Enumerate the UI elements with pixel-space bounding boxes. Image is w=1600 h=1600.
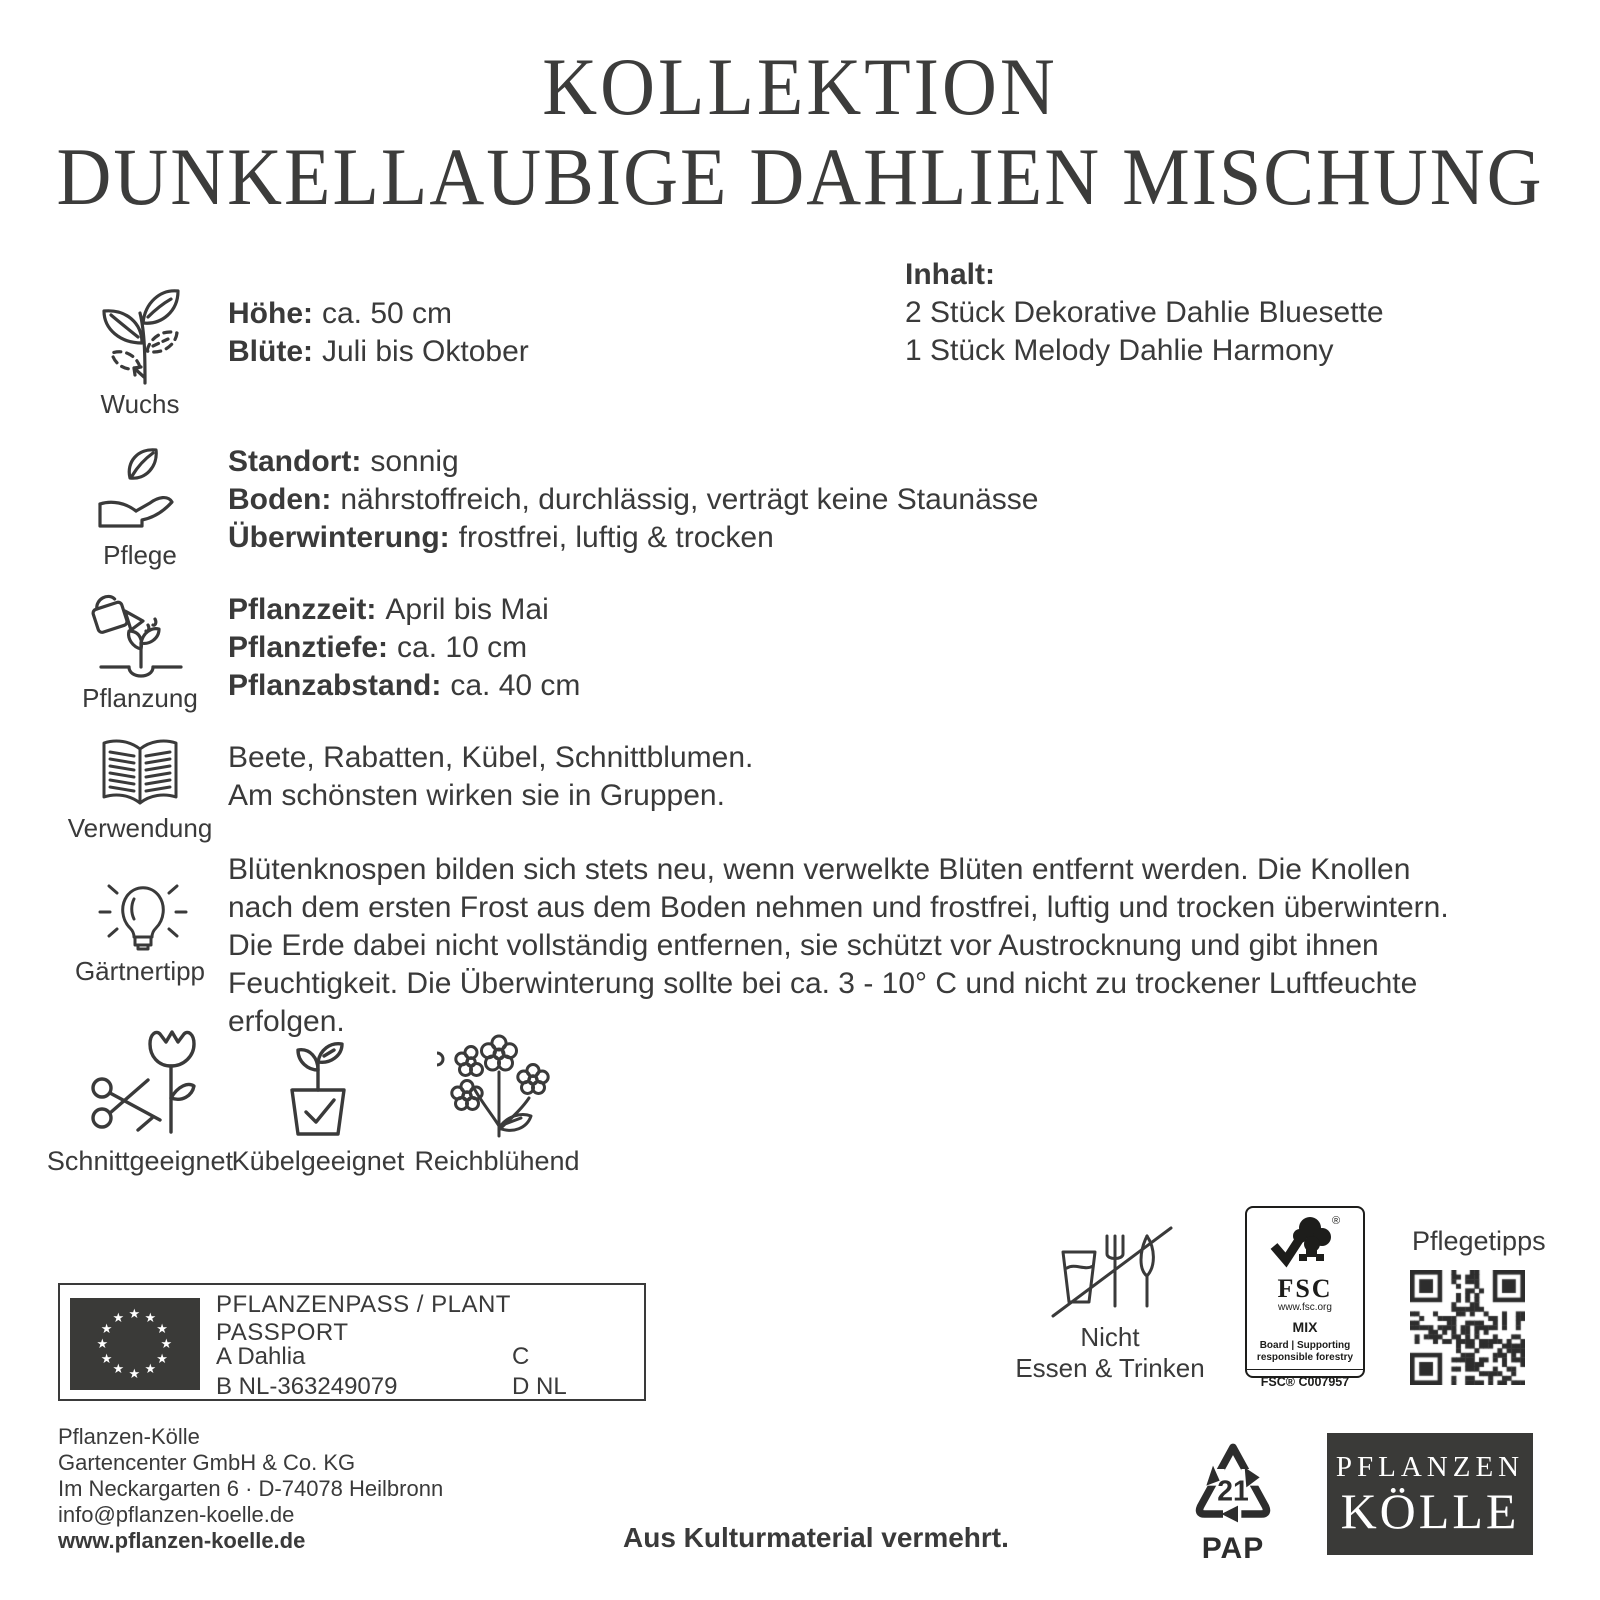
recycling-material: PAP: [1201, 1532, 1265, 1565]
field-value: Juli bis Oktober: [322, 335, 529, 368]
fsc-name: FSC: [1277, 1274, 1333, 1303]
field-value: sonnig: [370, 445, 459, 478]
feature-kuebelgeeignet: [218, 1028, 418, 1177]
fsc-desc-line1: Board | Supporting: [1259, 1340, 1351, 1351]
brand-logo: [1327, 1433, 1533, 1555]
eu-flag: [70, 1298, 200, 1390]
passport-field-b: B NL-363249079: [216, 1373, 398, 1400]
recycling-number: 21: [1217, 1475, 1249, 1508]
potted-plant-check-icon: [218, 1028, 418, 1140]
feature-schnittgeeignet: [40, 1028, 240, 1177]
scissors-tulip-icon: [40, 1028, 240, 1140]
field-label: Pflanztiefe:: [228, 631, 389, 664]
address-line: Pflanzen-Kölle: [58, 1424, 200, 1449]
section-pflanzung: [50, 583, 230, 713]
no-food-block: [1010, 1222, 1210, 1384]
eu-flag-stars: ★ ★ ★ ★ ★ ★ ★ ★ ★ ★ ★ ★: [96, 1305, 173, 1381]
field-value: nährstoffreich, durchlässig, verträgt keine Staunässe: [340, 483, 1039, 516]
lightbulb-idea-icon: [50, 868, 230, 954]
plant-passport-box: [58, 1283, 646, 1401]
address-email: info@pflanzen-koelle.de: [58, 1502, 295, 1527]
field-label: Pflanzzeit:: [228, 593, 377, 626]
address-line: Gartencenter GmbH & Co. KG: [58, 1450, 356, 1475]
svg-text:®: ®: [1332, 1215, 1341, 1227]
section-label-pflege: Pflege: [103, 540, 177, 570]
pflege-text: [228, 443, 1039, 557]
field-value: ca. 10 cm: [397, 631, 528, 664]
passport-field-a: A Dahlia: [216, 1343, 306, 1370]
wuchs-text: [228, 295, 529, 371]
gardener-tip-paragraph: Blütenknospen bilden sich stets neu, wenn verwelkte Blüten entfernt werden. Die Knollen nach dem ersten Frost aus dem Boden nehmen und frostfrei, luftig und trocken überwintern. Die Erde dabei nicht vollständig entfernen, sie schützt vor Austrocknung und gibt ihnen Feuchtigkeit. Die Überwinterung sollte bei ca. 3 - 10° C und nicht zu trockener Luftfeuchte erfolgen.: [228, 853, 1449, 1038]
page-title-line1: KOLLEKTION: [542, 41, 1058, 133]
field-value: ca. 50 cm: [322, 297, 453, 330]
hand-leaf-icon: [50, 442, 230, 538]
field-value: frostfrei, luftig & trocken: [458, 521, 774, 554]
section-label-pflanzung: Pflanzung: [82, 683, 198, 713]
feature-reichbluehend: [397, 1028, 597, 1177]
field-label: Überwinterung:: [228, 521, 450, 554]
field-label: Pflanzabstand:: [228, 669, 442, 702]
address-website: www.pflanzen-koelle.de: [58, 1528, 306, 1553]
fsc-url: www.fsc.org: [1278, 1302, 1332, 1313]
fsc-mix: MIX: [1292, 1319, 1318, 1335]
recycling-block: [1183, 1437, 1283, 1566]
growth-plant-icon: [50, 285, 230, 387]
field-value: April bis Mai: [385, 593, 549, 626]
watering-can-sprout-icon: [50, 583, 230, 681]
section-label-gaertnertipp: Gärtnertipp: [74, 956, 206, 986]
inhalt-item: 1 Stück Melody Dahlie Harmony: [905, 334, 1334, 367]
field-label: Blüte:: [228, 335, 313, 368]
usage-line: Beete, Rabatten, Kübel, Schnittblumen.: [228, 741, 754, 774]
field-label: Höhe:: [228, 297, 313, 330]
fsc-tree-check-icon: [1266, 1212, 1344, 1277]
flower-bouquet-icon: [397, 1028, 597, 1140]
section-gaertnertipp: [50, 868, 230, 986]
inhalt-block: [905, 256, 1384, 370]
page-title-line2: DUNKELLAUBIGE DAHLIEN MISCHUNG: [56, 131, 1544, 223]
verwendung-text: [228, 739, 753, 815]
fsc-label: [1245, 1206, 1365, 1389]
inhalt-item: 2 Stück Dekorative Dahlie Bluesette: [905, 296, 1384, 329]
pflanzung-text: [228, 591, 580, 705]
passport-field-d: D NL: [512, 1373, 567, 1400]
fsc-code: FSC® C007957: [1260, 1375, 1350, 1389]
inhalt-heading: Inhalt:: [905, 258, 995, 291]
no-food-label-line2: Essen & Trinken: [1015, 1353, 1205, 1383]
feature-label: Schnittgeeignet: [46, 1146, 234, 1176]
address-block: [58, 1424, 443, 1554]
open-book-icon: [50, 733, 230, 811]
feature-label: Reichblühend: [414, 1146, 580, 1176]
section-pflege: [50, 442, 230, 570]
feature-label: Kübelgeeignet: [231, 1146, 405, 1176]
no-eating-drinking-icon: [1010, 1222, 1210, 1322]
section-wuchs: [50, 285, 230, 419]
passport-field-c: C: [512, 1343, 530, 1370]
section-label-wuchs: Wuchs: [100, 389, 180, 419]
fsc-desc: [1257, 1340, 1353, 1364]
section-verwendung: [50, 733, 230, 843]
fsc-divider: [1247, 1369, 1363, 1370]
section-label-verwendung: Verwendung: [67, 813, 213, 843]
address-line: Im Neckargarten 6 · D-74078 Heilbronn: [58, 1476, 444, 1501]
field-label: Standort:: [228, 445, 362, 478]
usage-line: Am schönsten wirken sie in Gruppen.: [228, 779, 725, 812]
footer-note: Aus Kulturmaterial vermehrt.: [623, 1522, 1009, 1553]
passport-title: PFLANZENPASS / PLANT PASSPORT: [216, 1291, 511, 1346]
no-food-label-line1: Nicht: [1080, 1322, 1140, 1352]
fsc-desc-line2: responsible forestry: [1256, 1352, 1354, 1363]
care-tips-label: Pflegetipps: [1412, 1226, 1546, 1256]
field-label: Boden:: [228, 483, 332, 516]
brand-line2: KÖLLE: [1340, 1483, 1520, 1539]
qr-code: [1410, 1270, 1525, 1385]
field-value: ca. 40 cm: [450, 669, 581, 702]
brand-line1: PFLANZEN: [1335, 1451, 1525, 1483]
